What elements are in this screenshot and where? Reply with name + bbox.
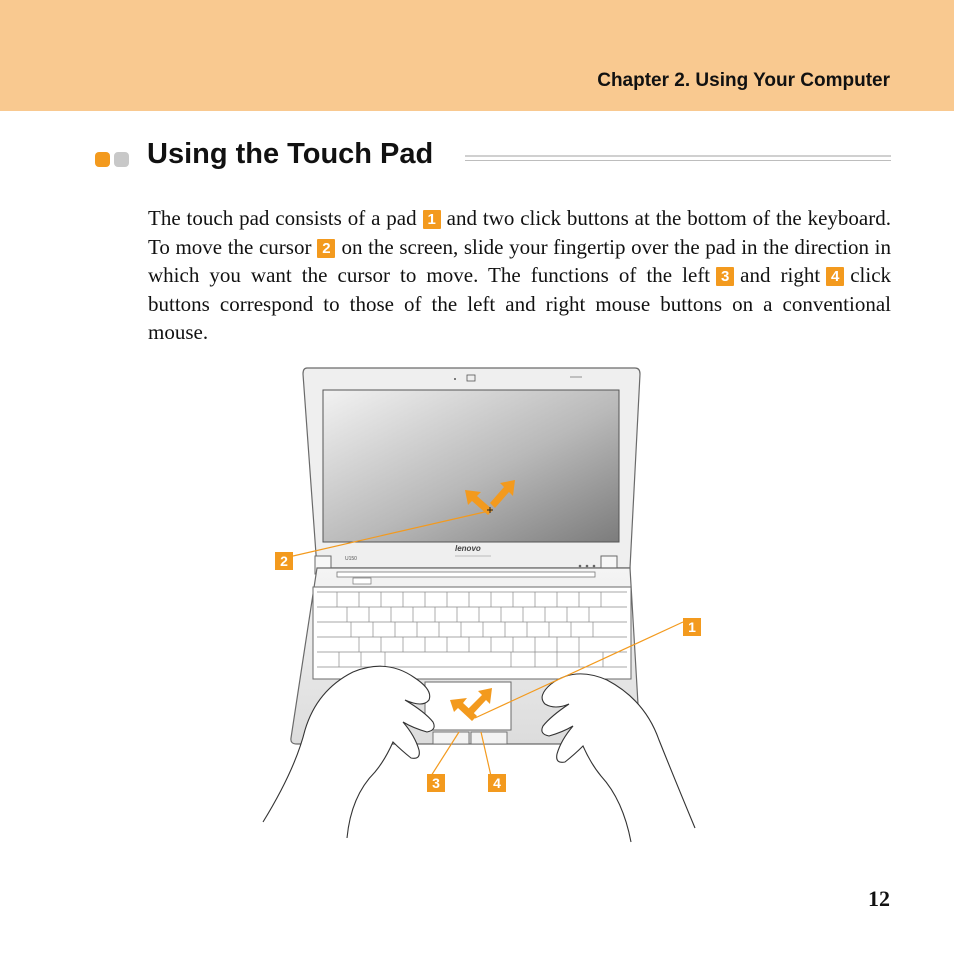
section-heading (95, 138, 891, 178)
lenovo-logo: lenovo (455, 544, 481, 553)
callout-label-4: 4 (488, 774, 506, 792)
body-text-part-3: on the screen, slide your fingertip over the pad in the direction in which you want the cursor to move. The functions of the left (148, 234, 891, 287)
callout-label-2: 2 (275, 552, 293, 570)
heading-rule (465, 155, 891, 161)
section-title: Using the Touch Pad (147, 138, 434, 170)
chapter-title: Chapter 2. Using Your Computer (597, 70, 890, 91)
callout-badge-4: 4 (826, 267, 844, 286)
orange-square-bullet-icon (95, 152, 110, 167)
laptop-drawing (255, 360, 715, 850)
page-number: 12 (868, 886, 890, 911)
body-text-part-5: click buttons correspond to those of the left and right mouse buttons on a conventional mouse. (148, 263, 892, 344)
callout-badge-2: 2 (317, 239, 335, 258)
callout-badge-3: 3 (716, 267, 734, 286)
gray-square-bullet-icon (114, 152, 129, 167)
chapter-header-band (0, 0, 954, 111)
body-text-part-4: and right (740, 263, 821, 287)
body-text-part-2: and two click buttons at the bottom of the keyboard. To move the cursor (148, 206, 891, 259)
body-paragraph (148, 204, 891, 347)
callout-label-3: 3 (427, 774, 445, 792)
model-label: U150 (345, 556, 357, 562)
laptop-touchpad-illustration (255, 360, 715, 850)
body-text-part-1: The touch pad consists of a pad (148, 206, 417, 230)
callout-label-1: 1 (683, 618, 701, 636)
callout-badge-1: 1 (423, 210, 441, 229)
